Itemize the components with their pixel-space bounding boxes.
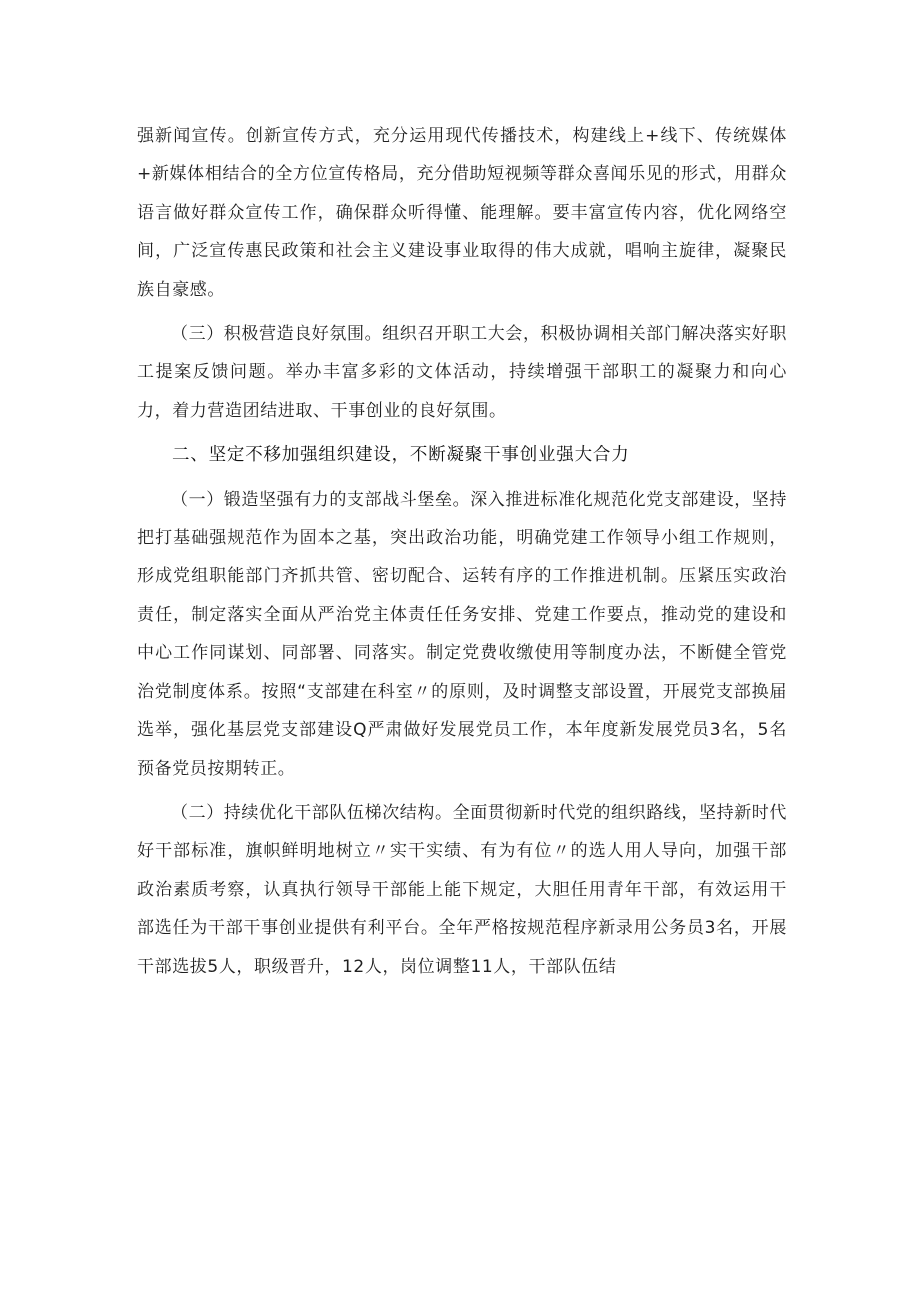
section-heading-organization-building: 二、坚定不移加强组织建设，不断凝聚干事创业强大合力 (172, 445, 630, 466)
document-body (137, 117, 787, 986)
paragraph-cadre-structure: （二）持续优化干部队伍梯次结构。全面贯彻新时代党的组织路线，坚持新时代好干部标准，旗帜鲜明地树立〃实干实绩、有为有位〃的选人用人导向，加强干部政治素质考察，认真执行领导干部能上能下规定，大胆任用青年干部，有效运用干部选任为干部干事创业提供有利平台。全年严格按规范程序新录用公务员3名，开展干部选拔5人，职级晋升，12人，岗位调整11人，干部队伍结 (137, 802, 787, 977)
paragraph-good-atmosphere: （三）积极营造良好氛围。组织召开职工大会，积极协调相关部门解决落实好职工提案反馈问题。举办丰富多彩的文体活动，持续增强干部职工的凝聚力和向心力，着力营造团结进取、干事创业的良好氛围。 (137, 324, 787, 421)
paragraph-news-publicity: 强新闻宣传。创新宣传方式，充分运用现代传播技术，构建线上+线下、传统媒体+新媒体相结合的全方位宣传格局，充分借助短视频等群众喜闻乐见的形式，用群众语言做好群众宣传工作，确保群众听得懂、能理解。要丰富宣传内容，优化网络空间，广泛宣传惠民政策和社会主义建设事业取得的伟大成就，唱响主旋律，凝聚民族自豪感。 (137, 126, 787, 300)
paragraph-branch-fortress: （一）锻造坚强有力的支部战斗堡垒。深入推进标准化规范化党支部建设，坚持把打基础强规范作为固本之基，突出政治功能，明确党建工作领导小组工作规则，形成党组职能部门齐抓共管、密切配合、运转有序的工作推进机制。压紧压实政治责任，制定落实全面从严治党主体责任任务安排、党建工作要点，推动党的建设和中心工作同谋划、同部署、同落实。制定党费收缴使用等制度办法，不断健全管党治党制度体系。按照“支部建在科室〃的原则，及时调整支部设置，开展党支部换届选举，强化基层党支部建设Q严肃做好发展党员工作，本年度新发展党员3名，5名预备党员按期转正。 (137, 489, 787, 779)
